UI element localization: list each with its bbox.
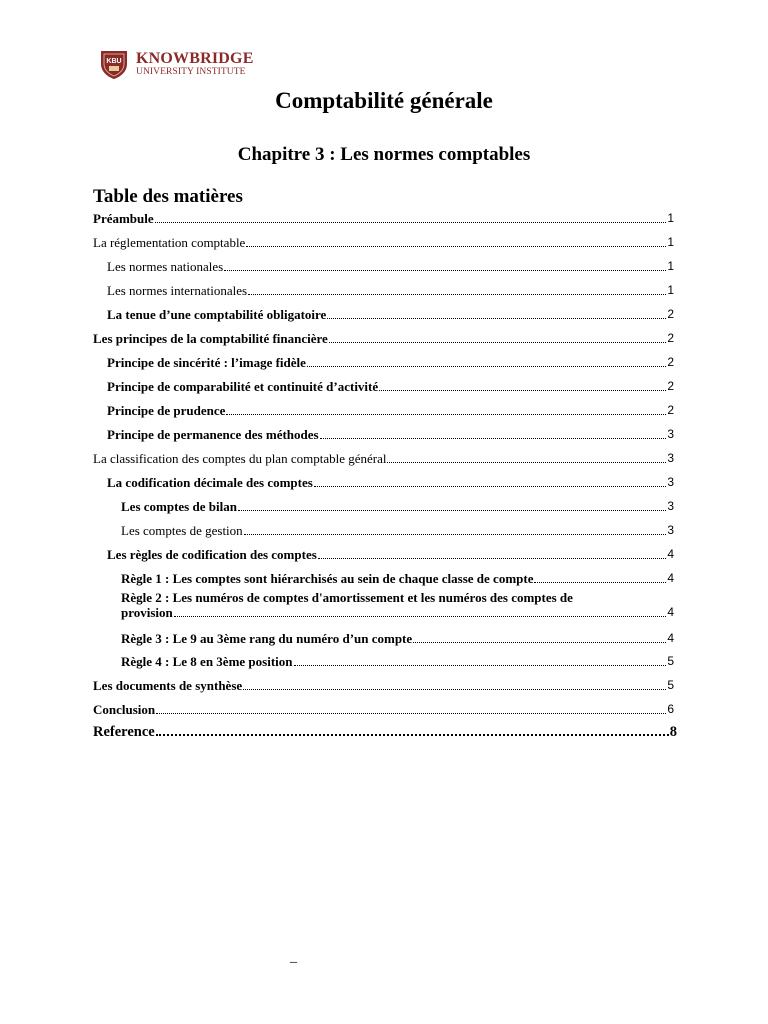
toc-entry-label-line1: Règle 2 : Les numéros de comptes d'amortissement et les numéros des comptes de [121,590,573,605]
toc-entry-preambule[interactable] [93,211,674,226]
toc-entry-label: Principe de sincérité : l’image fidèle [107,355,306,370]
toc-page-number: 4 [667,605,674,619]
dot-leader [248,293,666,295]
toc-entry-label: Reference [93,724,155,740]
toc-entry-label: Les comptes de bilan [121,499,237,514]
toc-entry-regle-2[interactable] [121,590,674,620]
toc-entry-label: Principe de prudence [107,403,226,418]
toc-entry-normes-internationales[interactable] [107,283,674,298]
dot-leader [307,365,666,367]
toc-entry-label: La codification décimale des comptes [107,475,313,490]
toc-entry-label: Règle 1 : Les comptes sont hiérarchisés au sein de chaque classe de compte [121,571,534,586]
dot-leader [155,221,667,223]
dot-leader [387,461,666,463]
toc-entry-comptes-gestion[interactable] [121,523,674,538]
toc-page-number: 1 [667,235,674,249]
document-title: Comptabilité générale [275,88,493,113]
toc-entry-label-line2: provision [121,605,173,620]
dot-leader [379,389,666,391]
dot-leader [243,688,666,690]
toc-page-number: 2 [667,331,674,345]
dot-leader [329,341,666,343]
toc-entry-label: Règle 4 : Le 8 en 3ème position [121,654,293,669]
dot-leader [327,317,666,319]
dot-leader [238,509,666,511]
toc-page-number: 4 [667,631,674,645]
dot-leader [413,641,666,643]
dot-leader [226,413,666,415]
toc-entry-reglementation[interactable] [93,235,674,250]
toc-entry-regle-1[interactable] [121,571,674,586]
toc-page-number: 8 [669,724,677,740]
toc-entry-label: Les normes internationales [107,283,248,298]
toc-page-number: 1 [667,259,674,273]
toc-entry-documents-synthese[interactable] [93,678,674,693]
toc-page-number: 2 [667,403,674,417]
toc-entry-reference[interactable] [93,725,677,740]
toc-entry-label: Les comptes de gestion [121,523,243,538]
dot-leader [320,437,667,439]
toc-page-number: 2 [667,307,674,321]
toc-entry-label: Règle 3 : Le 9 au 3ème rang du numéro d’un compte [121,631,413,646]
toc-page-number: 1 [667,211,674,225]
toc-entry-label: La tenue d’une comptabilité obligatoire [107,307,327,322]
toc-entry-codification-decimale[interactable] [107,475,674,490]
dot-leader [244,533,667,535]
toc-page-number: 5 [667,678,674,692]
toc-page-number: 2 [667,379,674,393]
toc-entry-principe-sincerite[interactable] [107,355,674,370]
dot-leader [318,557,667,559]
toc-entry-label: Principe de permanence des méthodes [107,427,319,442]
toc-entry-label: Préambule [93,211,154,226]
dot-leader [156,733,669,736]
toc-entry-regle-4[interactable] [121,654,674,669]
toc-entry-label: Les normes nationales [107,259,224,274]
toc-entry-classification[interactable] [93,451,674,466]
toc-entry-label: La réglementation comptable [93,235,246,250]
dot-leader [174,615,667,617]
footer-mark: _ [290,950,297,965]
logo-subtitle: UNIVERSITY INSTITUTE [136,66,246,77]
dot-leader [534,581,666,583]
shield-logo-icon [98,48,130,80]
dot-leader [294,664,667,666]
toc-page-number: 4 [667,547,674,561]
toc-entry-label: Principe de comparabilité et continuité d’activité [107,379,379,394]
toc-entry-label: Les principes de la comptabilité financière [93,331,328,346]
toc-page-number: 5 [667,654,674,668]
toc-page-number: 6 [667,702,674,716]
dot-leader [314,485,667,487]
toc-entry-conclusion[interactable] [93,702,674,717]
toc-page-number: 1 [667,283,674,297]
toc-entry-tenue-comptabilite[interactable] [107,307,674,322]
toc-entry-label: Les documents de synthèse [93,678,243,693]
toc-entry-principe-prudence[interactable] [107,403,674,418]
institution-logo [98,48,254,80]
toc-page-number: 2 [667,355,674,369]
toc-entry-label: La classification des comptes du plan comptable général [93,451,387,466]
dot-leader [224,269,666,271]
dot-leader [156,712,666,714]
logo-badge: KBU [106,58,122,65]
toc-page-number: 4 [667,571,674,585]
toc-entry-principe-comparabilite[interactable] [107,379,674,394]
toc-page-number: 3 [667,475,674,489]
toc-page-number: 3 [667,523,674,537]
toc-entry-comptes-bilan[interactable] [121,499,674,514]
logo-name: KNOWBRIDGE [136,49,254,67]
toc-entry-regle-3[interactable] [121,631,674,646]
toc-entry-principes[interactable] [93,331,674,346]
chapter-title: Chapitre 3 : Les normes comptables [237,144,531,165]
toc-entry-regles-codification[interactable] [107,547,674,562]
toc-entry-principe-permanence[interactable] [107,427,674,442]
toc-heading: Table des matières [93,186,243,207]
toc-entry-normes-nationales[interactable] [107,259,674,274]
toc-page-number: 3 [667,499,674,513]
toc-entry-label: Conclusion [93,702,156,717]
toc-entry-label: Les règles de codification des comptes [107,547,317,562]
toc-page-number: 3 [667,427,674,441]
dot-leader [246,245,666,247]
toc-page-number: 3 [667,451,674,465]
